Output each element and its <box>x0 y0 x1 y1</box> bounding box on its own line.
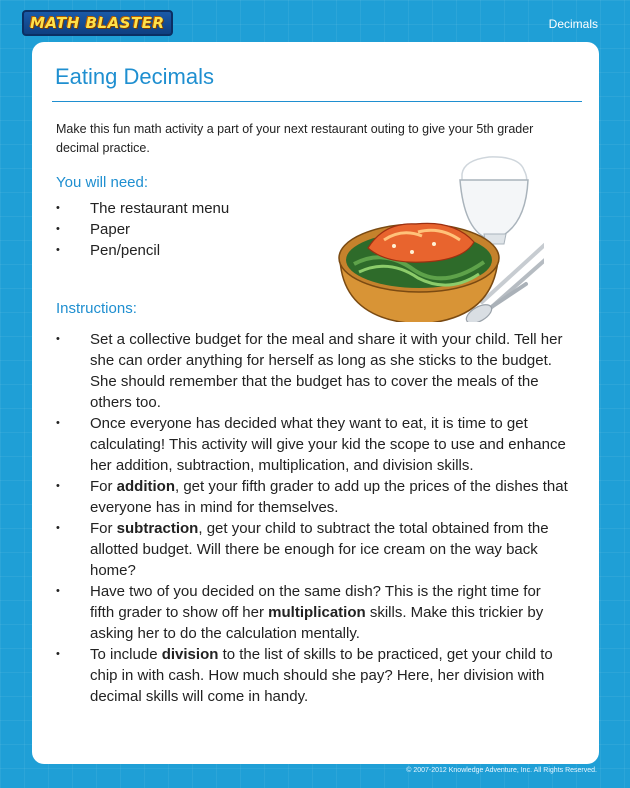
food-illustration <box>314 152 544 322</box>
math-blaster-logo: MATH BLASTER <box>22 10 173 36</box>
topic-label: Decimals <box>548 17 598 31</box>
list-item: • Paper <box>54 219 229 240</box>
copyright-notice: © 2007-2012 Knowledge Adventure, Inc. All Rights Reserved. <box>406 767 597 774</box>
worksheet-card <box>32 42 599 764</box>
list-item: • Have two of you decided on the same dish? This is the right time for fifth grader to show off her multiplication skills. Make this trickier by asking her to do the calculation mentally. <box>54 581 569 644</box>
list-item: • For addition, get your fifth grader to add up the prices of the dishes that everyone has in mind for themselves. <box>54 476 569 518</box>
intro-paragraph: Make this fun math activity a part of your next restaurant outing to give your 5th grader decimal practice. <box>56 122 534 155</box>
list-item: • The restaurant menu <box>54 198 229 219</box>
list-item: • Pen/pencil <box>54 240 229 261</box>
noodle-bowl-icon <box>339 223 499 322</box>
instructions-list <box>54 329 569 707</box>
instructions-heading: Instructions: <box>56 300 137 317</box>
needs-heading: You will need: <box>56 174 149 191</box>
list-item: • For subtraction, get your child to subtract the total obtained from the allotted budget. Will there be enough for ice cream on the way back home? <box>54 518 569 581</box>
title-divider <box>52 101 582 102</box>
needs-list <box>54 198 229 261</box>
list-item: • Set a collective budget for the meal and share it with your child. Tell her she can order anything for herself as long as she sticks to the budget. She should remember that the budget has to cover the meals of the others too. <box>54 329 569 413</box>
list-item: • To include division to the list of skills to be practiced, get your child to chip in with cash. How much should she pay? Here, her division with decimal skills will come in handy. <box>54 644 569 707</box>
rice-bowl-icon <box>460 157 528 244</box>
page-title: Eating Decimals <box>55 64 214 89</box>
list-item: • Once everyone has decided what they want to eat, it is time to get calculating! This activity will give your kid the scope to use and enhance her addition, subtraction, multiplication, and division skills. <box>54 413 569 476</box>
